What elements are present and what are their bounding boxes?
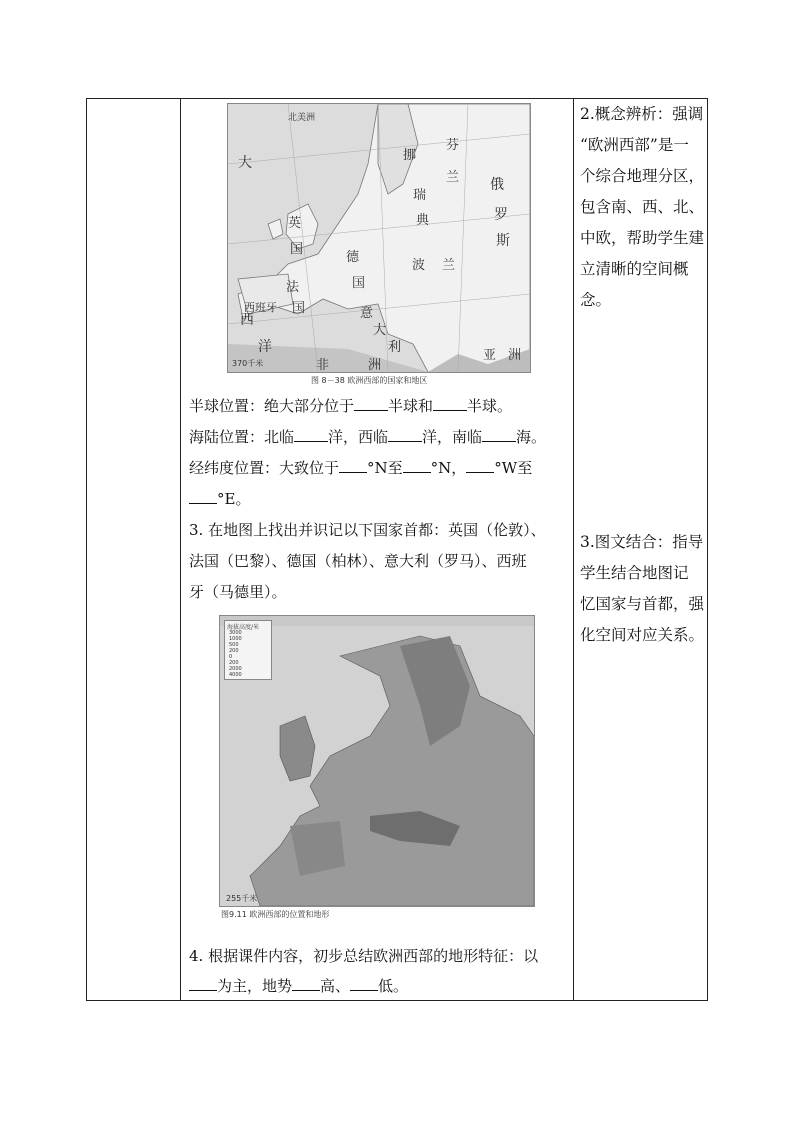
item4-line1: 4. 根据课件内容，初步总结欧洲西部的地形特征：以 <box>189 947 539 965</box>
scale-bar-label: 370千米 <box>232 359 264 368</box>
answer-blank[interactable] <box>354 395 388 411</box>
answer-blank[interactable] <box>294 426 328 442</box>
answer-blank[interactable] <box>482 426 516 442</box>
map-label: 亚 <box>483 348 497 363</box>
legend-value: 4000 <box>229 672 242 678</box>
map-label: 西班牙 <box>244 301 277 314</box>
map-label: 德 <box>346 250 360 265</box>
map-label: 洲 <box>368 358 382 373</box>
note-line: 个综合地理分区， <box>580 167 705 185</box>
map-label: 洋 <box>258 339 272 355</box>
legend-value: 500 <box>229 642 239 648</box>
map-caption: 图 8－38 欧洲西部的国家和地区 <box>311 376 428 385</box>
answer-blank[interactable] <box>292 975 320 991</box>
map-label: 斯 <box>496 233 510 249</box>
note-line: 中欧，帮助学生建 <box>580 229 705 247</box>
answer-blank[interactable] <box>403 457 431 473</box>
item3-line1: 3. 在地图上找出并识记以下国家首都：英国（伦敦）、 <box>189 521 546 539</box>
map-label: 兰 <box>446 170 460 185</box>
scale-bar-label: 255千米 <box>226 894 258 903</box>
map-label: 大 <box>238 155 252 171</box>
note-line: 2.概念辨析：强调 <box>580 105 704 123</box>
activity-column <box>181 99 574 1000</box>
note-line: 3.图文结合：指导 <box>580 533 704 551</box>
answer-blank[interactable] <box>350 975 378 991</box>
latlon-question-cont: °E。 <box>189 488 250 510</box>
legend-value: 3000 <box>229 630 242 636</box>
note-map-text <box>580 527 708 651</box>
map-label: 波 <box>412 258 426 273</box>
legend-value: 2000 <box>229 666 242 672</box>
map-western-europe-countries <box>227 103 531 373</box>
map-label: 法 <box>286 280 300 295</box>
item3-line2: 法国（巴黎）、德国（柏林）、意大利（罗马）、西班 <box>189 552 527 570</box>
map-label: 英 <box>288 216 302 231</box>
map-label: 非 <box>316 358 330 373</box>
design-intent-column <box>574 99 707 1000</box>
note-line: “欧洲西部”是一 <box>580 136 689 154</box>
answer-blank[interactable] <box>189 488 217 504</box>
item3-line3: 牙（马德里）。 <box>189 583 287 601</box>
map-label: 西 <box>240 312 254 328</box>
map-label: 洲 <box>508 348 522 363</box>
legend-value: 200 <box>229 660 239 666</box>
map-label: 国 <box>290 242 304 257</box>
answer-blank[interactable] <box>339 457 367 473</box>
map-label: 国 <box>352 276 366 291</box>
item4-line2: 为主，地势 高、 低。 <box>189 975 408 997</box>
latlon-question: 经纬度位置：大致位于 °N至 °N， °W至 <box>189 459 533 477</box>
answer-blank[interactable] <box>189 975 217 991</box>
note-concept-analysis <box>580 99 708 316</box>
map-western-europe-terrain <box>219 615 535 907</box>
answer-blank[interactable] <box>466 457 494 473</box>
sea-land-question: 海陆位置：北临 洋，西临 洋，南临 海。 <box>189 428 547 446</box>
hemisphere-question: 半球位置：绝大部分位于 半球和 半球。 <box>189 397 513 415</box>
map-label: 罗 <box>494 207 508 223</box>
legend-title: 海拔高度/米 <box>227 624 260 631</box>
map-label: 瑞 <box>413 188 427 203</box>
map-label: 挪 <box>403 148 417 163</box>
map-label: 意 <box>360 306 374 321</box>
note-line: 忆国家与首都，强 <box>580 595 705 613</box>
lesson-table <box>86 98 708 1001</box>
note-line: 念。 <box>580 291 612 309</box>
map-label: 国 <box>292 301 306 316</box>
answer-blank[interactable] <box>433 395 467 411</box>
note-line: 立清晰的空间概 <box>580 260 689 278</box>
legend-value: 1000 <box>229 636 242 642</box>
map-label: 俄 <box>490 177 504 193</box>
map-caption: 图9.11 欧洲西部的位置和地形 <box>221 910 330 919</box>
note-line: 学生结合地图记 <box>580 564 689 582</box>
map-label: 北美洲 <box>288 113 316 123</box>
answer-blank[interactable] <box>388 426 422 442</box>
note-line: 包含南、西、北、 <box>580 198 705 216</box>
map-label: 典 <box>416 213 430 228</box>
legend-value: 200 <box>229 648 239 654</box>
map-label: 兰 <box>442 258 456 273</box>
elevation-legend <box>224 620 272 680</box>
map-label: 利 <box>388 340 402 355</box>
map-label: 大 <box>373 323 387 338</box>
note-line: 化空间对应关系。 <box>580 626 705 644</box>
legend-value: 0 <box>229 654 233 660</box>
map-label: 芬 <box>446 138 460 153</box>
